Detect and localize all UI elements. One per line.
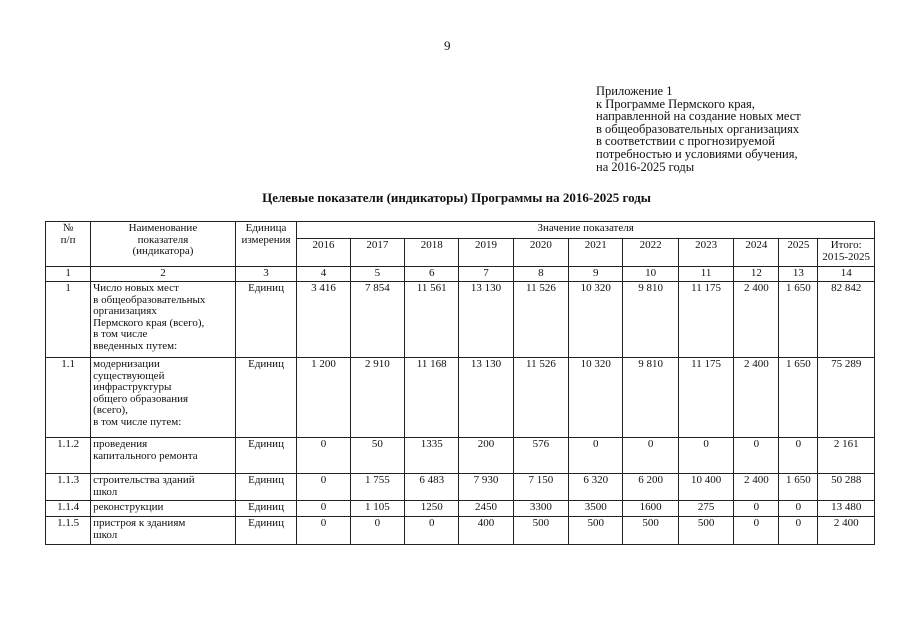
column-number: 10 — [623, 267, 678, 282]
row-unit: Единиц — [235, 501, 297, 517]
header-number: № п/п — [46, 222, 91, 267]
header-year: 2017 — [350, 239, 404, 267]
row-value: 275 — [678, 501, 733, 517]
row-indicator-name: Число новых мест в общеобразовательных организациях Пермского края (всего), в том числе введенных путем: — [91, 282, 236, 358]
row-value: 0 — [734, 517, 779, 545]
row-number: 1.1.2 — [46, 438, 91, 474]
row-number: 1 — [46, 282, 91, 358]
row-value: 6 320 — [569, 474, 623, 501]
row-total: 75 289 — [818, 358, 875, 438]
row-value: 1 650 — [779, 358, 818, 438]
row-total: 82 842 — [818, 282, 875, 358]
header-indicator-name: Наименование показателя (индикатора) — [91, 222, 236, 267]
row-value: 3 416 — [297, 282, 350, 358]
row-number: 1.1.3 — [46, 474, 91, 501]
row-value: 1 105 — [350, 501, 404, 517]
column-number: 7 — [459, 267, 513, 282]
column-number: 3 — [235, 267, 297, 282]
row-unit: Единиц — [235, 358, 297, 438]
row-value: 2 910 — [350, 358, 404, 438]
row-value: 50 — [350, 438, 404, 474]
row-value: 7 854 — [350, 282, 404, 358]
row-value: 2 400 — [734, 282, 779, 358]
row-value: 0 — [350, 517, 404, 545]
row-value: 0 — [569, 438, 623, 474]
row-total: 2 161 — [818, 438, 875, 474]
column-number: 2 — [91, 267, 236, 282]
column-number: 8 — [513, 267, 568, 282]
header-total: Итого: 2015-2025 — [818, 239, 875, 267]
row-value: 400 — [459, 517, 513, 545]
row-value: 500 — [513, 517, 568, 545]
row-unit: Единиц — [235, 282, 297, 358]
header-year: 2025 — [779, 239, 818, 267]
appendix-note: Приложение 1 к Программе Пермского края, направленной на создание новых мест в общеобразовательных организациях в соответствии с прогнозируемой потребностью и условиями обучения, на 2016-2025 годы — [596, 84, 801, 174]
row-value: 1335 — [405, 438, 459, 474]
row-value: 6 483 — [405, 474, 459, 501]
row-value: 1 200 — [297, 358, 350, 438]
row-value: 13 130 — [459, 358, 513, 438]
row-value: 11 526 — [513, 358, 568, 438]
row-value: 1600 — [623, 501, 678, 517]
header-year: 2020 — [513, 239, 568, 267]
header-year: 2021 — [569, 239, 623, 267]
column-number: 11 — [678, 267, 733, 282]
row-value: 500 — [623, 517, 678, 545]
row-total: 2 400 — [818, 517, 875, 545]
table-row — [46, 474, 875, 501]
row-number: 1.1.4 — [46, 501, 91, 517]
row-value: 1250 — [405, 501, 459, 517]
header-year: 2024 — [734, 239, 779, 267]
column-number: 9 — [569, 267, 623, 282]
row-unit: Единиц — [235, 438, 297, 474]
row-value: 1 650 — [779, 474, 818, 501]
row-indicator-name: строительства зданий школ — [91, 474, 236, 501]
row-indicator-name: реконструкции — [91, 501, 236, 517]
row-unit: Единиц — [235, 517, 297, 545]
header-year: 2016 — [297, 239, 350, 267]
column-number: 13 — [779, 267, 818, 282]
table-row — [46, 358, 875, 438]
header-values-group: Значение показателя — [297, 222, 875, 239]
row-value: 0 — [734, 438, 779, 474]
table-row — [46, 438, 875, 474]
row-value: 0 — [297, 438, 350, 474]
row-value: 576 — [513, 438, 568, 474]
row-total: 50 288 — [818, 474, 875, 501]
row-value: 0 — [623, 438, 678, 474]
row-value: 200 — [459, 438, 513, 474]
row-value: 11 175 — [678, 358, 733, 438]
row-value: 3300 — [513, 501, 568, 517]
row-value: 0 — [779, 517, 818, 545]
row-value: 0 — [678, 438, 733, 474]
header-unit: Единица измерения — [235, 222, 297, 267]
row-value: 3500 — [569, 501, 623, 517]
row-value: 0 — [734, 501, 779, 517]
row-value: 9 810 — [623, 358, 678, 438]
table-row — [46, 517, 875, 545]
table-row — [46, 501, 875, 517]
row-value: 0 — [297, 517, 350, 545]
row-value: 7 930 — [459, 474, 513, 501]
table-title: Целевые показатели (индикаторы) Программы на 2016-2025 годы — [262, 190, 651, 205]
column-number: 14 — [818, 267, 875, 282]
row-value: 1 755 — [350, 474, 404, 501]
header-year: 2019 — [459, 239, 513, 267]
header-year: 2022 — [623, 239, 678, 267]
row-value: 0 — [297, 474, 350, 501]
row-value: 6 200 — [623, 474, 678, 501]
row-value: 0 — [405, 517, 459, 545]
row-value: 10 320 — [569, 358, 623, 438]
row-number: 1.1 — [46, 358, 91, 438]
row-total: 13 480 — [818, 501, 875, 517]
header-year: 2023 — [678, 239, 733, 267]
column-number: 1 — [46, 267, 91, 282]
row-value: 11 168 — [405, 358, 459, 438]
row-value: 2450 — [459, 501, 513, 517]
indicators-table — [45, 221, 875, 545]
row-value: 11 175 — [678, 282, 733, 358]
row-value: 13 130 — [459, 282, 513, 358]
row-value: 1 650 — [779, 282, 818, 358]
column-number: 5 — [350, 267, 404, 282]
row-value: 10 320 — [569, 282, 623, 358]
row-value: 2 400 — [734, 358, 779, 438]
table-row — [46, 282, 875, 358]
row-unit: Единиц — [235, 474, 297, 501]
column-number: 12 — [734, 267, 779, 282]
row-value: 2 400 — [734, 474, 779, 501]
row-value: 0 — [297, 501, 350, 517]
column-number: 6 — [405, 267, 459, 282]
row-value: 11 561 — [405, 282, 459, 358]
row-number: 1.1.5 — [46, 517, 91, 545]
row-value: 9 810 — [623, 282, 678, 358]
column-number: 4 — [297, 267, 350, 282]
row-value: 0 — [779, 438, 818, 474]
page-number: 9 — [444, 38, 451, 53]
row-value: 500 — [569, 517, 623, 545]
row-value: 0 — [779, 501, 818, 517]
row-indicator-name: проведения капитального ремонта — [91, 438, 236, 474]
header-year: 2018 — [405, 239, 459, 267]
row-value: 500 — [678, 517, 733, 545]
row-value: 11 526 — [513, 282, 568, 358]
row-value: 10 400 — [678, 474, 733, 501]
row-value: 7 150 — [513, 474, 568, 501]
row-indicator-name: модернизации существующей инфраструктуры общего образования (всего), в том числе путем: — [91, 358, 236, 438]
row-indicator-name: пристроя к зданиям школ — [91, 517, 236, 545]
